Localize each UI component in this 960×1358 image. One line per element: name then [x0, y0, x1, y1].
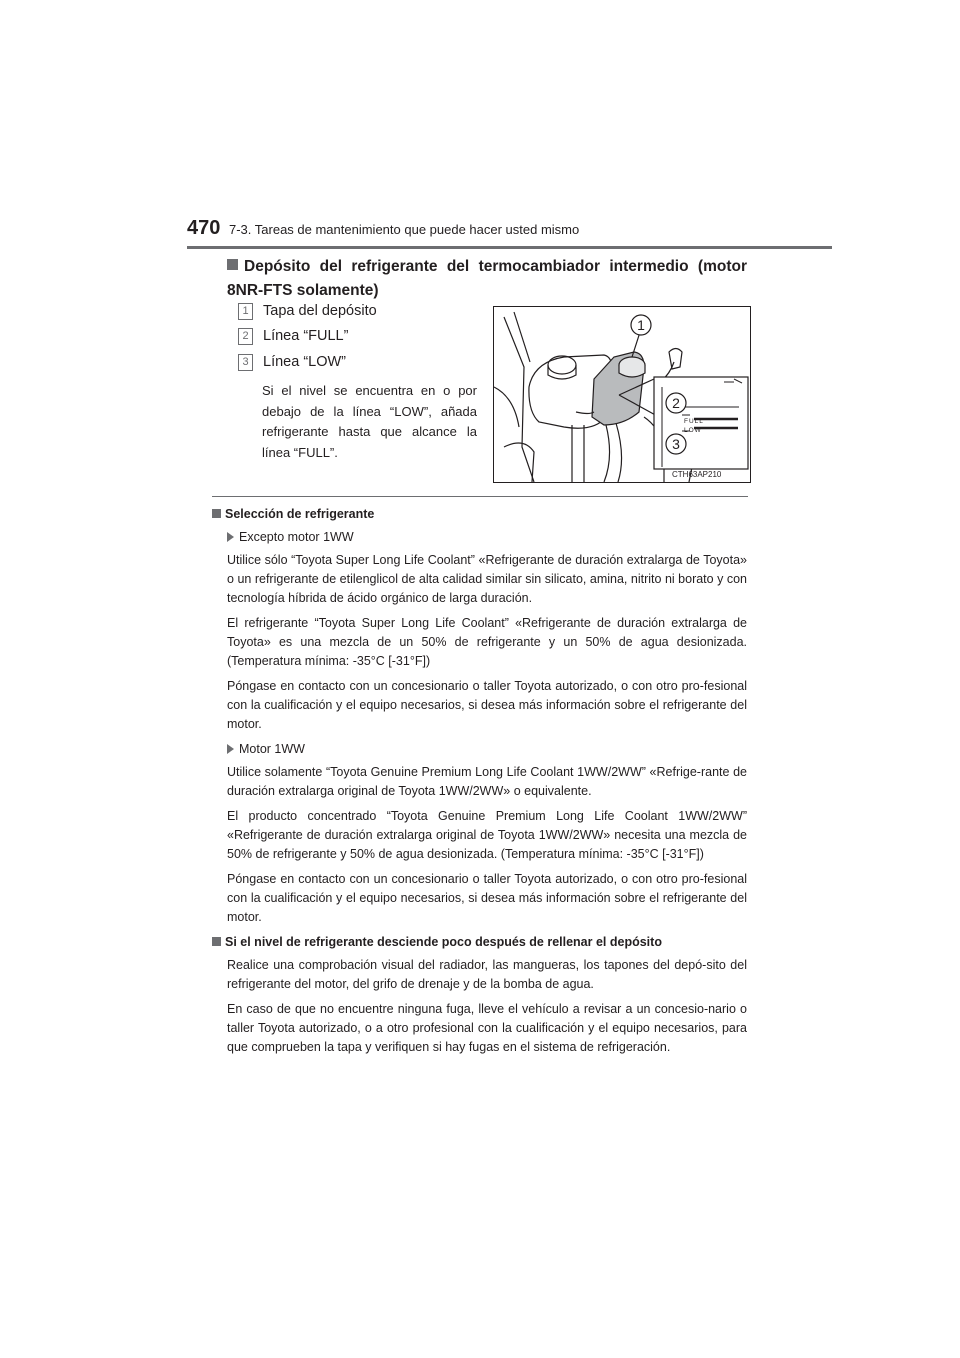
bullet-text: Motor 1WW: [239, 742, 305, 756]
paragraph: Póngase en contacto con un concesionario o taller Toyota autorizado, o con otro pro-fesional con la cualificación y el equipo necesarios, si desea más información sobre el refrigerante del motor.: [227, 872, 747, 924]
triangle-bullet-icon: [227, 744, 234, 754]
square-bullet-icon: [212, 509, 221, 518]
legend-item: [238, 303, 377, 320]
section-title: [227, 255, 747, 303]
legend-note: Si el nivel se encuentra en o por debajo de la línea “LOW”, añada refrigerante hasta que alcance la línea “FULL”.: [262, 383, 477, 460]
coolant-selection-heading: [212, 505, 747, 524]
bullet-text: Excepto motor 1WW: [239, 530, 354, 544]
square-bullet-icon: [212, 937, 221, 946]
callout-3: 3: [672, 436, 680, 452]
section-header: 7-3. Tareas de mantenimiento que puede hacer usted mismo: [229, 222, 580, 237]
paragraph: Utilice solamente “Toyota Genuine Premium Long Life Coolant 1WW/2WW” «Refrige-rante de duración extralarga original de Toyota 1WW/2WW» o equivalente.: [227, 765, 747, 798]
legend-number: 2: [238, 328, 253, 345]
legend-number: 1: [238, 303, 253, 320]
paragraph: Póngase en contacto con un concesionario o taller Toyota autorizado, o con otro pro-fesional con la cualificación y el equipo necesarios, si desea más información sobre el refrigerante del motor.: [227, 679, 747, 731]
figure-code: CTH63AP210: [672, 470, 722, 479]
heading-text: Selección de refrigerante: [225, 507, 375, 521]
legend-label: Línea “LOW”: [263, 354, 346, 370]
page-number: 470: [187, 217, 221, 239]
coolant-level-heading: [212, 933, 747, 952]
paragraph: El refrigerante “Toyota Super Long Life Coolant” «Refrigerante de duración extralarga de Toyota» es una mezcla de un 50% de refrigerante y un 50% de agua desionizada. (Temperatura mínima: -35°C [-31°F]): [227, 616, 747, 668]
coolant-reservoir-figure: [493, 306, 751, 483]
bullet-1ww: [227, 740, 747, 759]
section-title-text: Depósito del refrigerante del termocambiador intermedio (motor 8NR-FTS solamente): [227, 258, 747, 299]
square-bullet-icon: [227, 259, 238, 270]
legend-item: [238, 328, 348, 345]
header-divider: [187, 246, 832, 249]
callout-1: 1: [637, 317, 645, 333]
low-mark-label: LOW: [684, 427, 702, 434]
paragraph: El producto concentrado “Toyota Genuine Premium Long Life Coolant 1WW/2WW” «Refrigerante de duración extralarga original de Toyota 1WW/2WW» necesita una mezcla de 50% de refrigerante y 50% de agua desionizada. (Temperatura mínima: -35°C [-31°F]): [227, 809, 747, 861]
bullet-except-1ww: [227, 528, 747, 547]
legend-label: Tapa del depósito: [263, 303, 377, 319]
paragraph: Realice una comprobación visual del radiador, las mangueras, los tapones del depó-sito del refrigerante del motor, del grifo de drenaje y de la bomba de agua.: [227, 958, 747, 991]
legend-number: 3: [238, 354, 253, 371]
notes-content: [212, 505, 747, 1063]
legend-label: Línea “FULL”: [263, 328, 349, 344]
triangle-bullet-icon: [227, 532, 234, 542]
callout-2: 2: [672, 395, 680, 411]
heading-text: Si el nivel de refrigerante desciende poco después de rellenar el depósito: [225, 935, 662, 949]
full-mark-label: FULL: [684, 418, 704, 425]
paragraph: Utilice sólo “Toyota Super Long Life Coolant” «Refrigerante de duración extralarga de Toyota» o un refrigerante de etilenglicol de alta calidad similar sin silicato, amina, nitrito ni borato y con tecnología híbrida de ácido orgánico de larga duración.: [227, 553, 747, 605]
paragraph: En caso de que no encuentre ninguna fuga, lleve el vehículo a revisar a un concesio-nario o taller Toyota autorizado, o a otro profesional con la cualificación y el equipo necesarios, para que comprueben la tapa y verifiquen si hay fugas en el sistema de refrigeración.: [227, 1002, 747, 1054]
reservoir-illustration: [494, 307, 750, 482]
legend-item: [238, 354, 346, 371]
section-divider: [212, 496, 748, 497]
